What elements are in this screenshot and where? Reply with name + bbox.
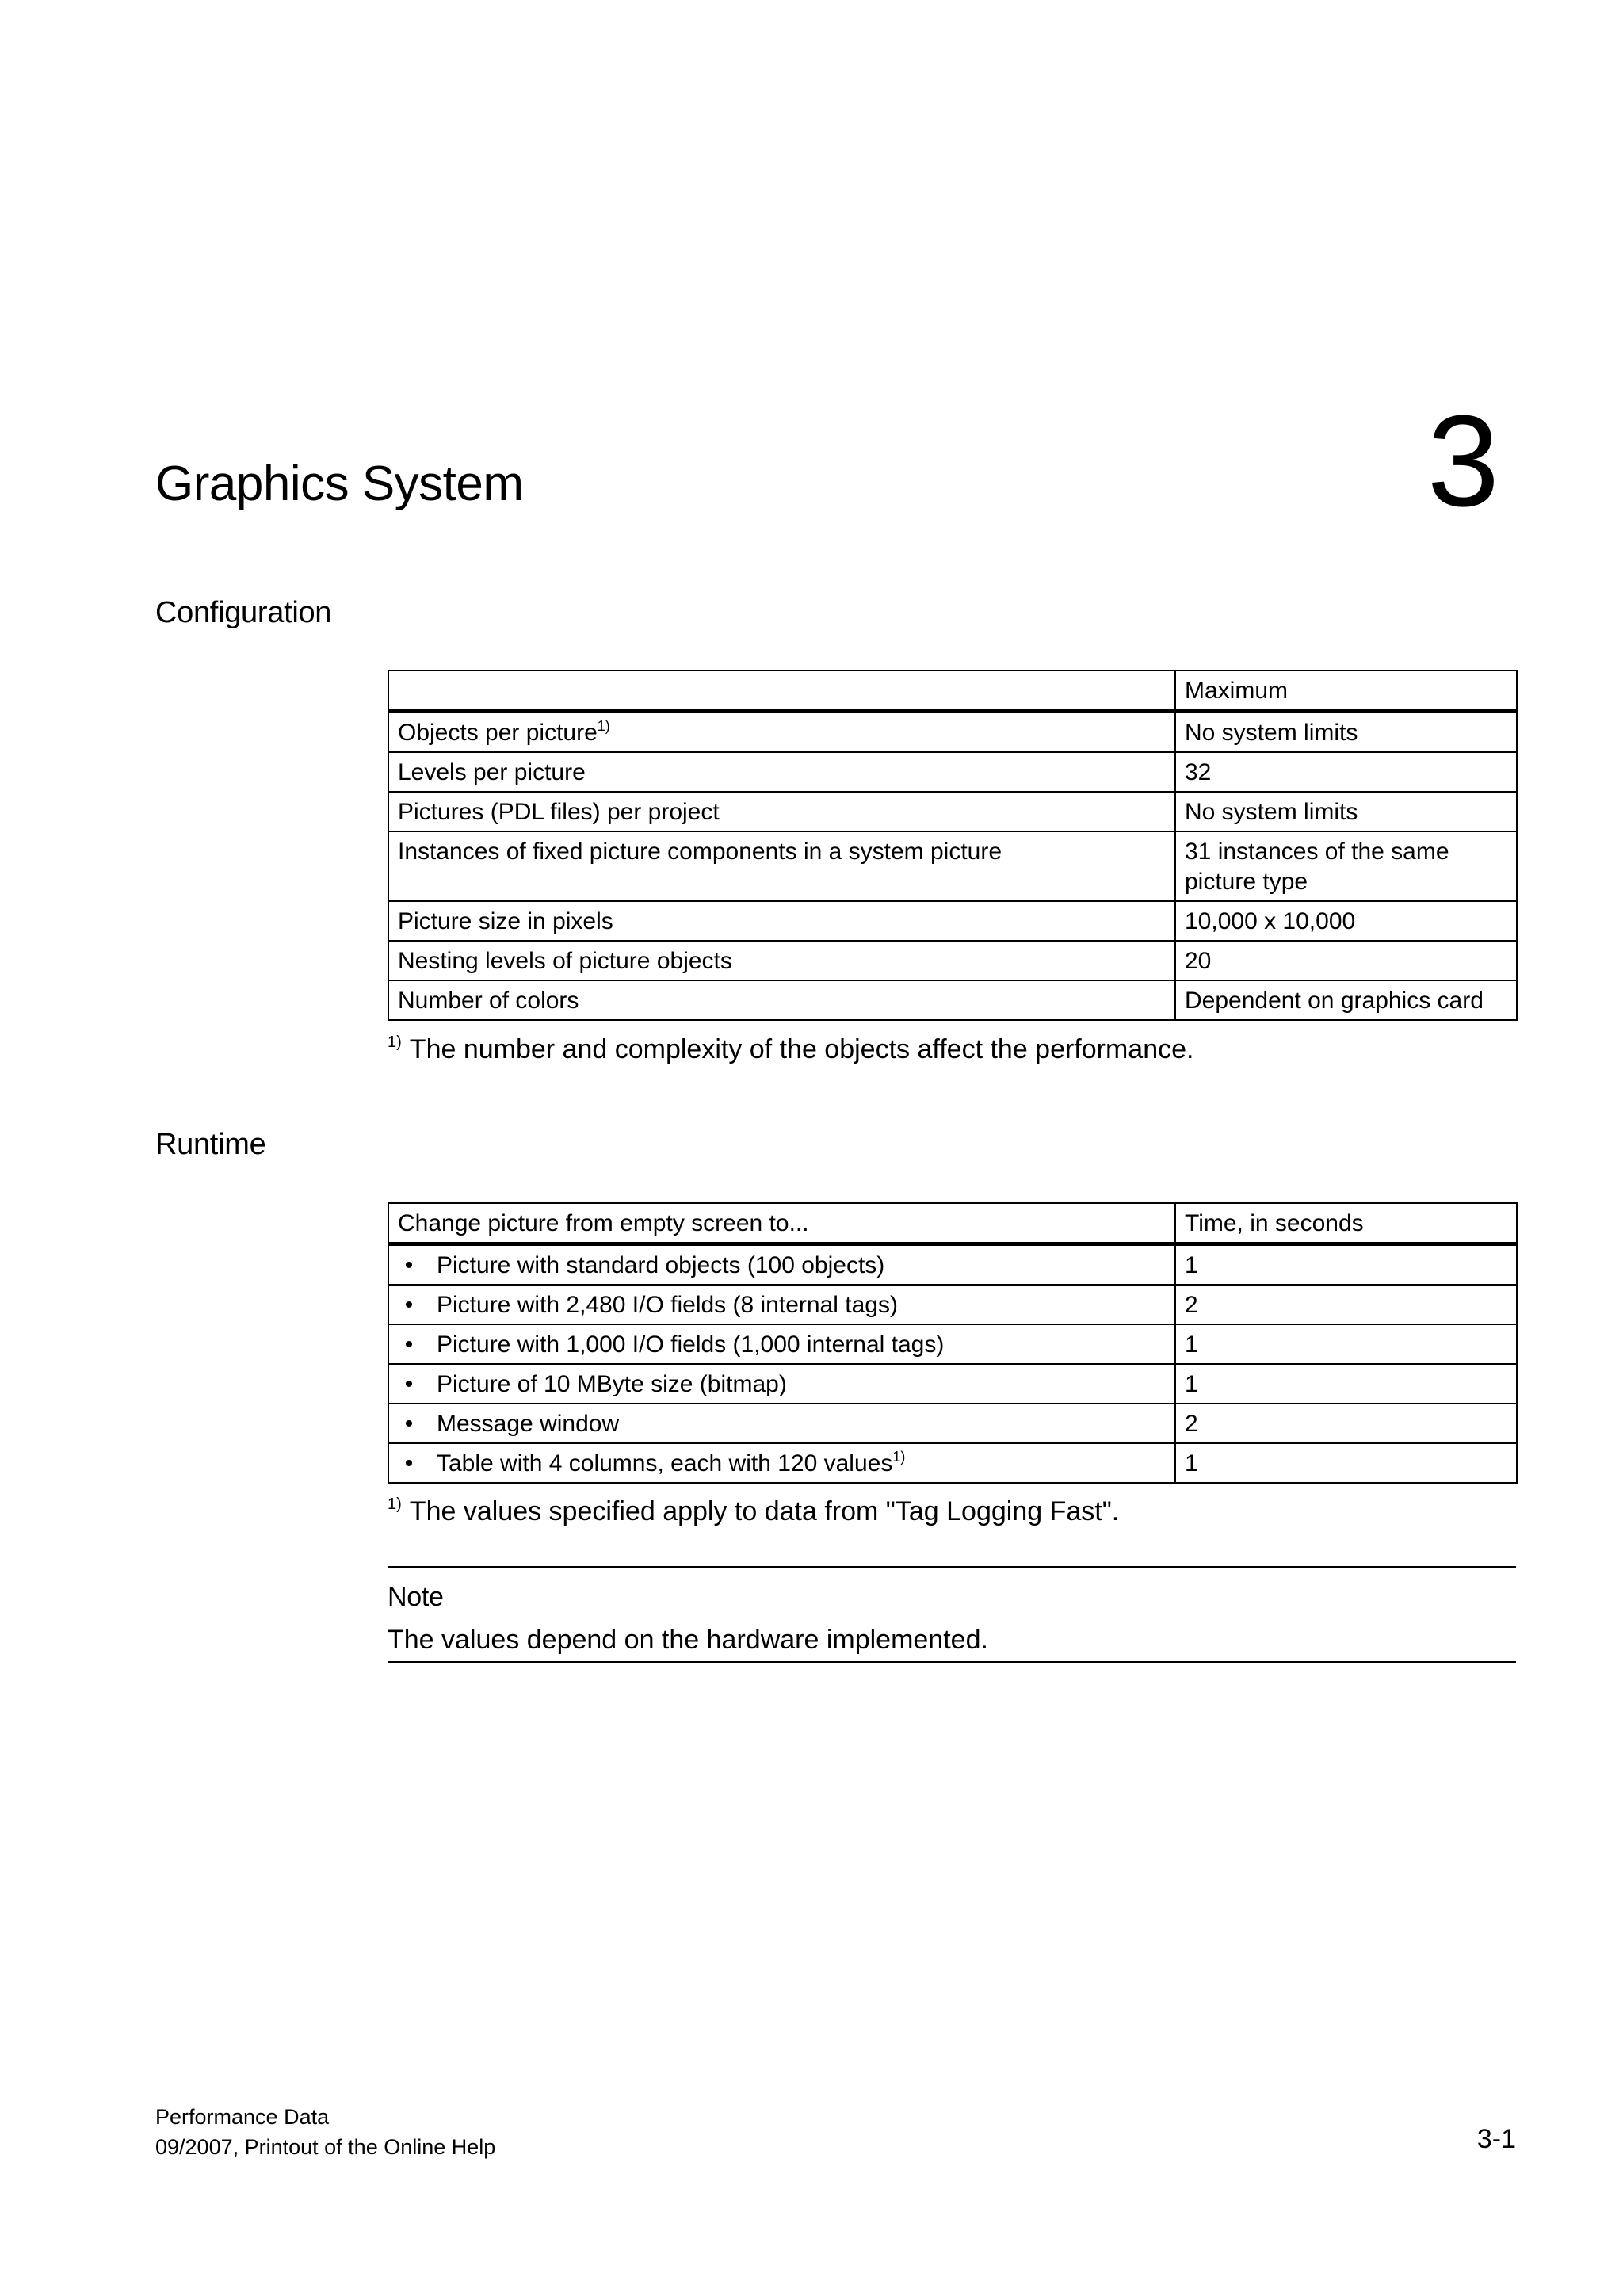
bullet-icon: • bbox=[404, 1450, 414, 1477]
row-value: 2 bbox=[1175, 1404, 1517, 1443]
configuration-table bbox=[388, 670, 1518, 1021]
table-header-row bbox=[388, 1203, 1517, 1244]
footnote-mark: 1) bbox=[388, 1496, 402, 1513]
row-label: Levels per picture bbox=[388, 752, 1175, 792]
note-box bbox=[388, 1566, 1516, 1663]
table-header-row bbox=[388, 670, 1517, 712]
footnote-text: The values specified apply to data from "Tag Logging Fast". bbox=[409, 1496, 1120, 1526]
row-value: 1 bbox=[1175, 1443, 1517, 1483]
table-row bbox=[388, 1244, 1517, 1286]
row-label: • Picture with 2,480 I/O fields (8 internal tags) bbox=[388, 1285, 1175, 1324]
configuration-footnote bbox=[388, 1033, 1194, 1064]
chapter-title: Graphics System bbox=[155, 457, 524, 511]
table-row bbox=[388, 941, 1517, 980]
footer-edition: 09/2007, Printout of the Online Help bbox=[155, 2135, 496, 2159]
note-text: The values depend on the hardware implemented. bbox=[388, 1625, 988, 1655]
note-title: Note bbox=[388, 1582, 444, 1612]
page-number: 3-1 bbox=[1476, 2124, 1516, 2154]
table-row bbox=[388, 1404, 1517, 1443]
footer-document-title: Performance Data bbox=[155, 2105, 330, 2129]
row-label: • Picture with 1,000 I/O fields (1,000 internal tags) bbox=[388, 1324, 1175, 1364]
header-cell bbox=[388, 670, 1175, 712]
footnote-ref: 1) bbox=[597, 718, 610, 734]
row-value: 2 bbox=[1175, 1285, 1517, 1324]
table-row bbox=[388, 901, 1517, 941]
chapter-number: 3 bbox=[1426, 388, 1499, 533]
row-value: 1 bbox=[1175, 1364, 1517, 1404]
runtime-footnote bbox=[388, 1498, 1119, 1525]
row-value: Dependent on graphics card bbox=[1175, 980, 1517, 1020]
row-value: 32 bbox=[1175, 752, 1517, 792]
runtime-table bbox=[388, 1202, 1518, 1484]
row-value: 10,000 x 10,000 bbox=[1175, 901, 1517, 941]
table-row bbox=[388, 1324, 1517, 1364]
row-label: Picture size in pixels bbox=[388, 901, 1175, 941]
footnote-mark: 1) bbox=[388, 1033, 402, 1051]
header-cell-maximum: Maximum bbox=[1175, 670, 1517, 712]
footnote-text: The number and complexity of the objects affect the performance. bbox=[409, 1034, 1194, 1064]
table-row bbox=[388, 1364, 1517, 1404]
table-row bbox=[388, 792, 1517, 831]
row-value: 1 bbox=[1175, 1324, 1517, 1364]
row-label: Pictures (PDL files) per project bbox=[388, 792, 1175, 831]
footnote-ref: 1) bbox=[892, 1449, 906, 1465]
bullet-icon: • bbox=[404, 1371, 414, 1397]
configuration-heading: Configuration bbox=[155, 596, 332, 629]
row-value: No system limits bbox=[1175, 792, 1517, 831]
table-row bbox=[388, 752, 1517, 792]
row-label: • Picture of 10 MByte size (bitmap) bbox=[388, 1364, 1175, 1404]
row-label: • Picture with standard objects (100 objects) bbox=[388, 1244, 1175, 1286]
row-value: 31 instances of the same picture type bbox=[1175, 831, 1517, 901]
row-label: • Message window bbox=[388, 1404, 1175, 1443]
table-row bbox=[388, 1285, 1517, 1324]
table-row bbox=[388, 831, 1517, 901]
header-cell-change-picture: Change picture from empty screen to... bbox=[388, 1203, 1175, 1244]
bullet-icon: • bbox=[404, 1411, 414, 1437]
row-label: • Table with 4 columns, each with 120 values$^{1)}$ bbox=[388, 1443, 1175, 1483]
row-value: No system limits bbox=[1175, 712, 1517, 753]
row-value: 20 bbox=[1175, 941, 1517, 980]
header-cell-time: Time, in seconds bbox=[1175, 1203, 1517, 1244]
row-label: Objects per picture$^{1)}$ bbox=[388, 712, 1175, 753]
bullet-icon: • bbox=[404, 1252, 414, 1278]
footer-info bbox=[155, 2102, 495, 2162]
table-row bbox=[388, 980, 1517, 1020]
row-label: Instances of fixed picture components in a system picture bbox=[388, 831, 1175, 901]
table-row bbox=[388, 712, 1517, 753]
bullet-icon: • bbox=[404, 1331, 414, 1358]
row-label: Nesting levels of picture objects bbox=[388, 941, 1175, 980]
bullet-icon: • bbox=[404, 1292, 414, 1318]
table-row bbox=[388, 1443, 1517, 1483]
row-label: Number of colors bbox=[388, 980, 1175, 1020]
row-value: 1 bbox=[1175, 1244, 1517, 1286]
runtime-heading: Runtime bbox=[155, 1128, 266, 1161]
